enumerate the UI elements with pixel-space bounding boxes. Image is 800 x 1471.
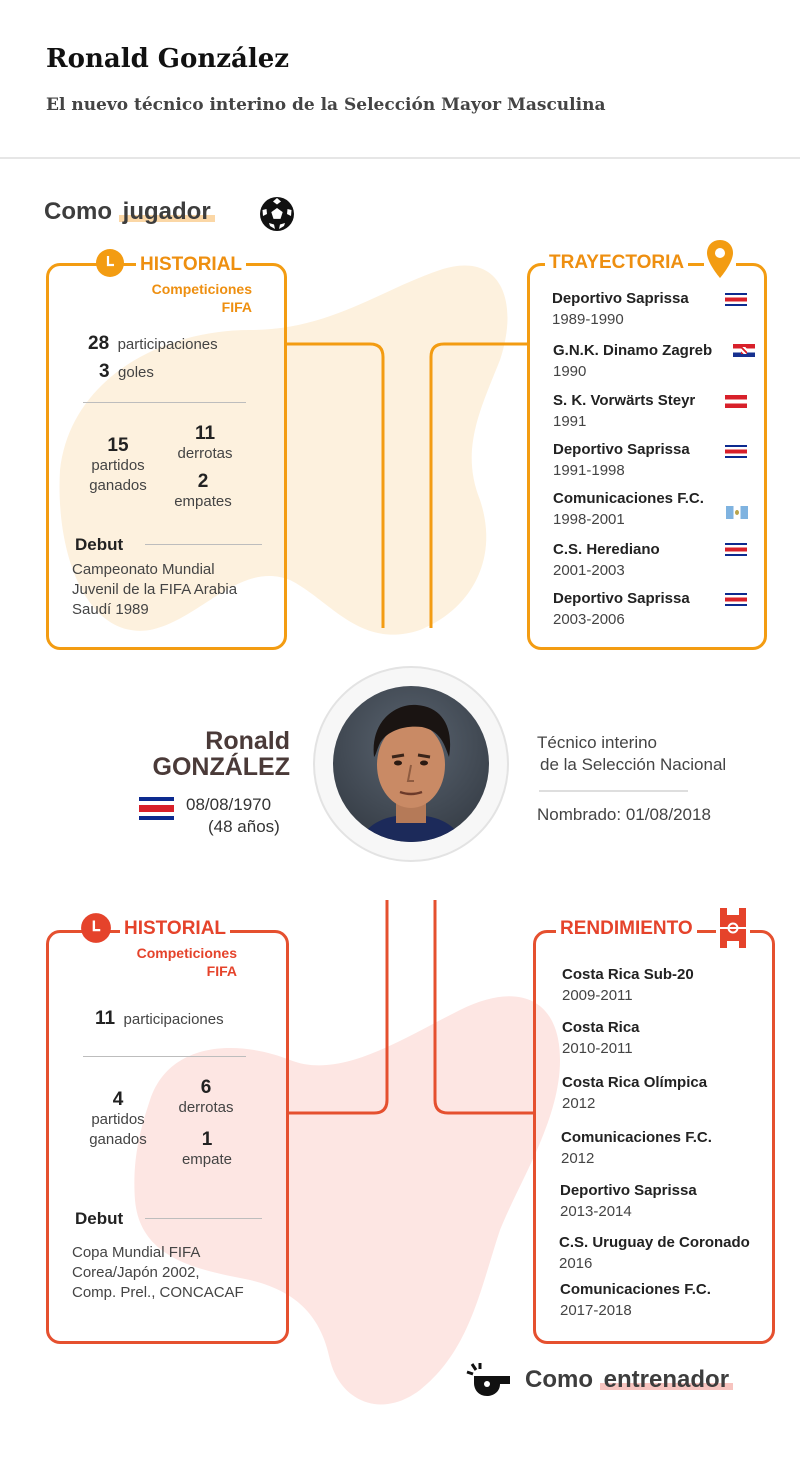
coach-debut-title: Debut	[75, 1209, 124, 1228]
clock-icon	[80, 912, 112, 944]
trayectoria-team: S. K. Vorwärts Steyr	[553, 392, 696, 409]
trayectoria-team: G.N.K. Dinamo Zagreb	[553, 342, 713, 359]
player-debut-divider	[145, 544, 262, 545]
trayectoria-item	[552, 290, 689, 328]
trayectoria-years: 1991-1998	[553, 462, 625, 479]
trayectoria-years: 2001-2003	[553, 562, 625, 579]
coach-debut-line: Corea/Japón 2002,	[72, 1264, 200, 1281]
player-goles	[99, 361, 154, 383]
rendimiento-years: 2013-2014	[560, 1203, 632, 1220]
coach-empates	[167, 1130, 247, 1170]
trayectoria-team: Deportivo Saprissa	[553, 441, 690, 458]
player-historial-sub2: FIFA	[221, 299, 252, 315]
coach-heading-pre: Como	[525, 1366, 593, 1393]
rendimiento-years: 2010-2011	[562, 1040, 633, 1057]
player-debut-line: Campeonato Mundial	[72, 561, 215, 578]
austria-flag-icon	[725, 395, 747, 408]
costa-rica-flag-icon	[725, 293, 747, 306]
player-participaciones	[88, 333, 218, 355]
player-historial-divider	[83, 402, 246, 403]
guatemala-flag-icon	[726, 506, 748, 519]
coach-participaciones-num: 11	[95, 1008, 116, 1029]
trayectoria-team: C.S. Herediano	[553, 541, 660, 558]
player-participaciones-label: participaciones	[117, 336, 218, 353]
coach-participaciones-label: participaciones	[123, 1011, 224, 1028]
player-goles-label: goles	[118, 364, 154, 381]
profile-named-date: Nombrado: 01/08/2018	[537, 805, 711, 824]
player-historial-label: HISTORIAL	[136, 254, 246, 276]
coach-historial-sub1: Competiciones	[136, 945, 237, 961]
rendimiento-item	[562, 966, 694, 1004]
coach-ganados	[78, 1090, 158, 1150]
player-debut-text	[72, 560, 237, 620]
whistle-icon	[466, 1362, 514, 1398]
coach-ganados-num: 4	[112, 1089, 124, 1110]
croatia-flag-icon	[733, 344, 755, 357]
page-subtitle: El nuevo técnico interino de la Selección Mayor Masculina	[46, 95, 606, 115]
player-debut-title: Debut	[75, 535, 124, 554]
rendimiento-item	[561, 1129, 712, 1167]
coach-heading-highlight: entrenador	[600, 1366, 733, 1393]
rendimiento-years: 2012	[561, 1150, 595, 1167]
player-section-heading	[44, 198, 215, 226]
trayectoria-years: 1991	[553, 413, 587, 430]
rendimiento-years: 2017-2018	[560, 1302, 632, 1319]
clock-icon	[95, 248, 125, 278]
profile-role-line1: Técnico interino	[537, 733, 658, 752]
profile-dob: 08/08/1970	[186, 795, 272, 814]
player-ganados-label2: ganados	[89, 477, 147, 494]
rendimiento-item	[562, 1019, 640, 1057]
coach-historial-label: HISTORIAL	[120, 918, 230, 940]
trayectoria-years: 1990	[553, 363, 587, 380]
coach-debut-text	[72, 1243, 244, 1303]
player-derrotas-num: 11	[194, 423, 216, 444]
profile-age: (48 años)	[208, 817, 280, 836]
trayectoria-item	[553, 441, 690, 479]
coach-empates-label: empate	[181, 1151, 233, 1168]
trayectoria-team: Deportivo Saprissa	[553, 590, 690, 607]
trayectoria-team: Comunicaciones F.C.	[553, 490, 704, 507]
player-ganados-num: 15	[107, 435, 129, 456]
rendimiento-item	[559, 1234, 750, 1272]
trayectoria-label: TRAYECTORIA	[545, 252, 688, 274]
trayectoria-years: 1989-1990	[552, 311, 624, 328]
rendimiento-team: C.S. Uruguay de Coronado	[559, 1234, 750, 1251]
rendimiento-team: Costa Rica Sub-20	[562, 966, 694, 983]
costa-rica-flag-icon	[725, 445, 747, 458]
costa-rica-flag-icon	[725, 593, 747, 606]
player-goles-num: 3	[99, 361, 110, 382]
costa-rica-flag-icon	[725, 543, 747, 556]
player-derrotas-label: derrotas	[177, 445, 233, 462]
rendimiento-item	[562, 1074, 707, 1112]
trayectoria-item	[553, 490, 704, 528]
coach-empates-num: 1	[201, 1129, 213, 1150]
trayectoria-years: 2003-2006	[553, 611, 625, 628]
coach-ganados-label1: partidos	[91, 1111, 145, 1128]
trayectoria-item	[553, 541, 660, 579]
trayectoria-item	[553, 392, 695, 430]
rendimiento-years: 2016	[559, 1255, 593, 1272]
coach-historial-divider	[83, 1056, 246, 1057]
rendimiento-team: Comunicaciones F.C.	[561, 1129, 712, 1146]
rendimiento-item	[560, 1281, 711, 1319]
coach-ganados-label2: ganados	[89, 1131, 147, 1148]
profile-last-name: GONZÁLEZ	[152, 753, 290, 781]
soccer-ball-icon	[258, 195, 296, 233]
coach-debut-line: Copa Mundial FIFA	[72, 1244, 201, 1261]
player-historial-sub1: Competiciones	[151, 281, 252, 297]
avatar	[312, 665, 510, 863]
page-title: Ronald González	[46, 44, 290, 74]
rendimiento-team: Comunicaciones F.C.	[560, 1281, 711, 1298]
player-debut-line: Juvenil de la FIFA Arabia	[72, 581, 238, 598]
player-ganados-label1: partidos	[91, 457, 145, 474]
coach-historial-sub2: FIFA	[206, 963, 237, 979]
coach-derrotas-num: 6	[200, 1077, 212, 1098]
costa-rica-flag-icon	[139, 797, 174, 820]
coach-debut-divider	[145, 1218, 262, 1219]
rendimiento-team: Costa Rica	[562, 1019, 640, 1036]
rendimiento-years: 2009-2011	[562, 987, 633, 1004]
location-pin-icon	[704, 238, 736, 280]
trayectoria-item	[553, 342, 712, 380]
player-empates	[163, 472, 243, 512]
player-derrotas	[165, 424, 245, 464]
player-debut-line: Saudí 1989	[72, 601, 149, 618]
profile-first-name: Ronald	[205, 727, 290, 755]
player-heading-pre: Como	[44, 198, 112, 225]
trayectoria-item	[553, 590, 690, 628]
player-heading-highlight: jugador	[119, 198, 215, 225]
coach-debut-line: Comp. Prel., CONCACAF	[72, 1284, 244, 1301]
player-ganados	[78, 436, 158, 496]
rendimiento-team: Costa Rica Olímpica	[562, 1074, 708, 1091]
rendimiento-team: Deportivo Saprissa	[560, 1182, 697, 1199]
profile-role-line2: de la Selección Nacional	[540, 755, 727, 774]
player-empates-label: empates	[174, 493, 232, 510]
rendimiento-years: 2012	[562, 1095, 596, 1112]
coach-derrotas	[166, 1078, 246, 1118]
coach-section-heading	[525, 1366, 733, 1394]
player-empates-num: 2	[197, 471, 209, 492]
trayectoria-years: 1998-2001	[553, 511, 625, 528]
coach-participaciones	[95, 1008, 224, 1030]
rendimiento-label: RENDIMIENTO	[556, 918, 697, 940]
trayectoria-team: Deportivo Saprissa	[552, 290, 689, 307]
coach-derrotas-label: derrotas	[178, 1099, 234, 1116]
pitch-icon	[716, 905, 750, 951]
player-participaciones-num: 28	[88, 333, 110, 354]
rendimiento-item	[560, 1182, 697, 1220]
